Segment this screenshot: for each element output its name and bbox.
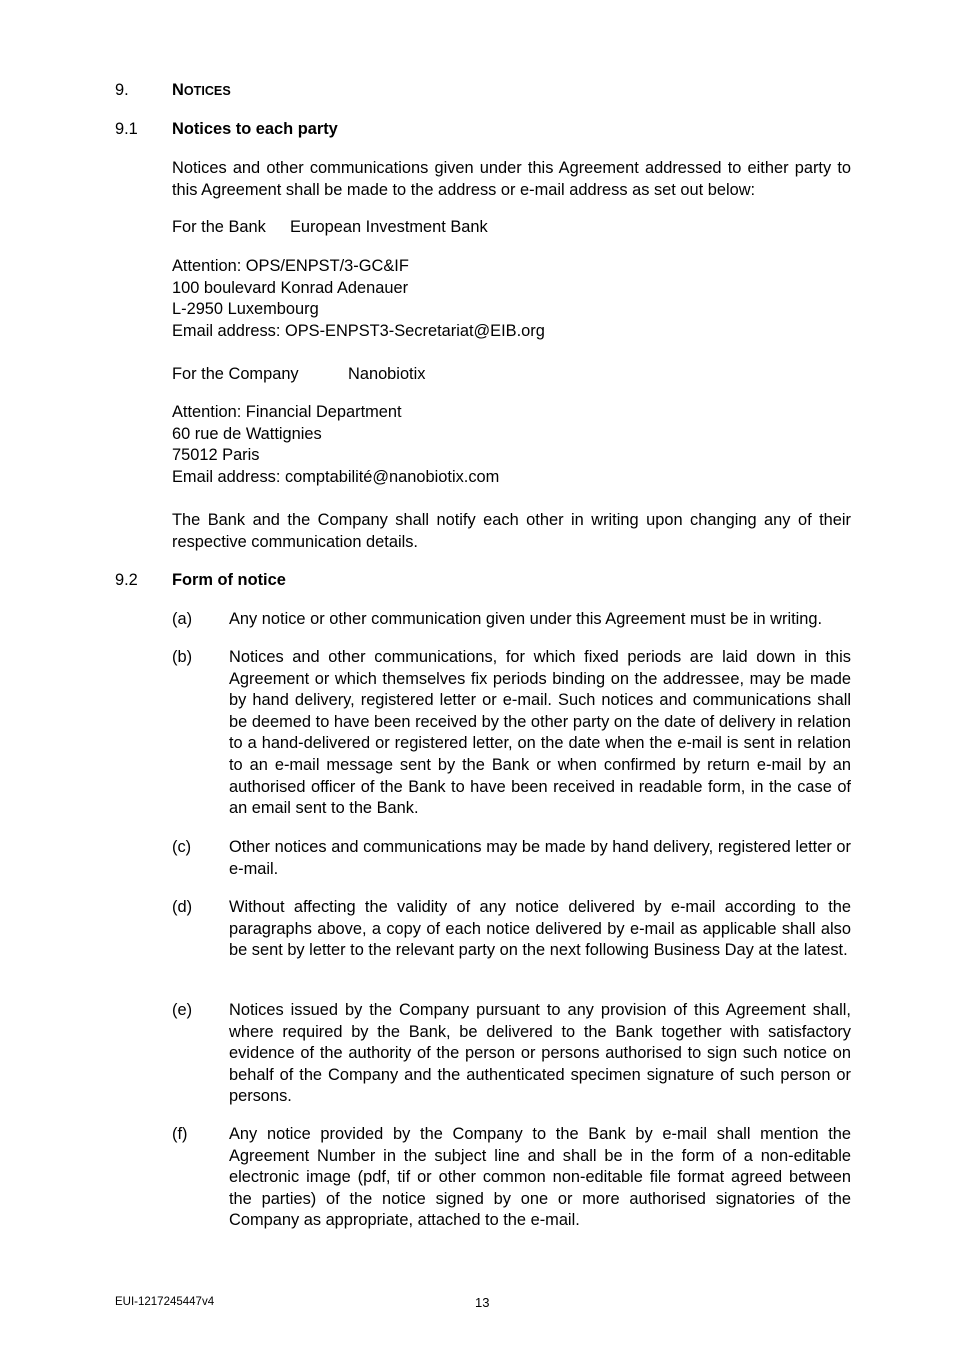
item-letter: (d) <box>172 898 193 916</box>
item-letter: (a) <box>172 610 193 628</box>
company-email-line: Email address: comptabilité@nanobiotix.com <box>172 467 500 486</box>
item-text: Any notice provided by the Company to the Bank by e-mail shall mention the Agreement Number in the subject line and shall be in the form of a non-editable electronic image (pdf, tif or other common non-editable file format agreed between the parties) of the notice signed by one or more authorised signatories of the Company as appropriate, attached to the e-mail. <box>229 1125 851 1230</box>
item-text: Other notices and communications may be made by hand delivery, registered letter or e-mail. <box>229 838 851 878</box>
bank-address-line: L-2950 Luxembourg <box>172 300 319 319</box>
item-text: Notices and other communications, for which fixed periods are laid down in this Agreement or which themselves fix periods binding on the addressee, may be made by hand delivery, registered letter or e-mail. Such notices and communications shall be deemed to have been received by the other party on the date of delivery in relation to a hand-delivered or registered letter, on the date when the e-mail is sent in relation to an e-mail message sent by the Bank or when confirmed by return e-mail by an authorised officer of the Bank to have been received in readable form, in the case of an email sent to the Bank. <box>229 648 851 818</box>
bank-label: For the Bank <box>172 218 266 236</box>
company-address-line: 60 rue de Wattignies <box>172 424 322 443</box>
section-title <box>172 80 231 103</box>
bank-name: European Investment Bank <box>290 218 488 236</box>
item-letter: (b) <box>172 648 193 666</box>
item-letter: (e) <box>172 1001 193 1019</box>
clause-9-1-heading: Notices to each party <box>172 120 338 138</box>
section-title-initial: N <box>172 81 184 99</box>
clause-9-1-intro: Notices and other communications given under this Agreement addressed to either party to this Agreement shall be made to the address or e-mail address as set out below: <box>172 159 851 199</box>
company-address-line: 75012 Paris <box>172 446 260 465</box>
item-letter: (f) <box>172 1125 188 1143</box>
clause-9-2-number: 9.2 <box>115 571 138 589</box>
section-title-rest: OTICES <box>183 84 231 98</box>
item-text: Notices issued by the Company pursuant to any provision of this Agreement shall, where required by the Bank, be delivered to the Bank together with satisfactory evidence of the authority of the person or persons authorised to sign such notice on behalf of the Company and the authenticated specimen signature of such person or persons. <box>229 1001 851 1106</box>
item-text: Any notice or other communication given under this Agreement must be in writing. <box>229 610 823 628</box>
clause-9-1-number: 9.1 <box>115 120 138 138</box>
clause-9-2-heading: Form of notice <box>172 571 286 589</box>
item-letter: (c) <box>172 838 192 856</box>
page-number: 13 <box>475 1295 490 1310</box>
item-text: Without affecting the validity of any notice delivered by e-mail according to the paragraphs above, a copy of each notice delivered by e-mail as applicable shall also be sent by letter to the relevant party on the next following Business Day at the latest. <box>229 898 851 960</box>
company-name: Nanobiotix <box>348 365 426 383</box>
bank-email-line: Email address: OPS-ENPST3-Secretariat@EIB.org <box>172 321 545 340</box>
company-label: For the Company <box>172 365 299 383</box>
bank-address-line: 100 boulevard Konrad Adenauer <box>172 278 409 297</box>
document-reference: EUI-1217245447v4 <box>115 1296 215 1308</box>
clause-9-1-closing: The Bank and the Company shall notify each other in writing upon changing any of their respective communication details. <box>172 511 851 551</box>
company-address-line: Attention: Financial Department <box>172 403 402 421</box>
section-number: 9. <box>115 81 129 99</box>
bank-address-line: Attention: OPS/ENPST/3-GC&IF <box>172 257 409 275</box>
